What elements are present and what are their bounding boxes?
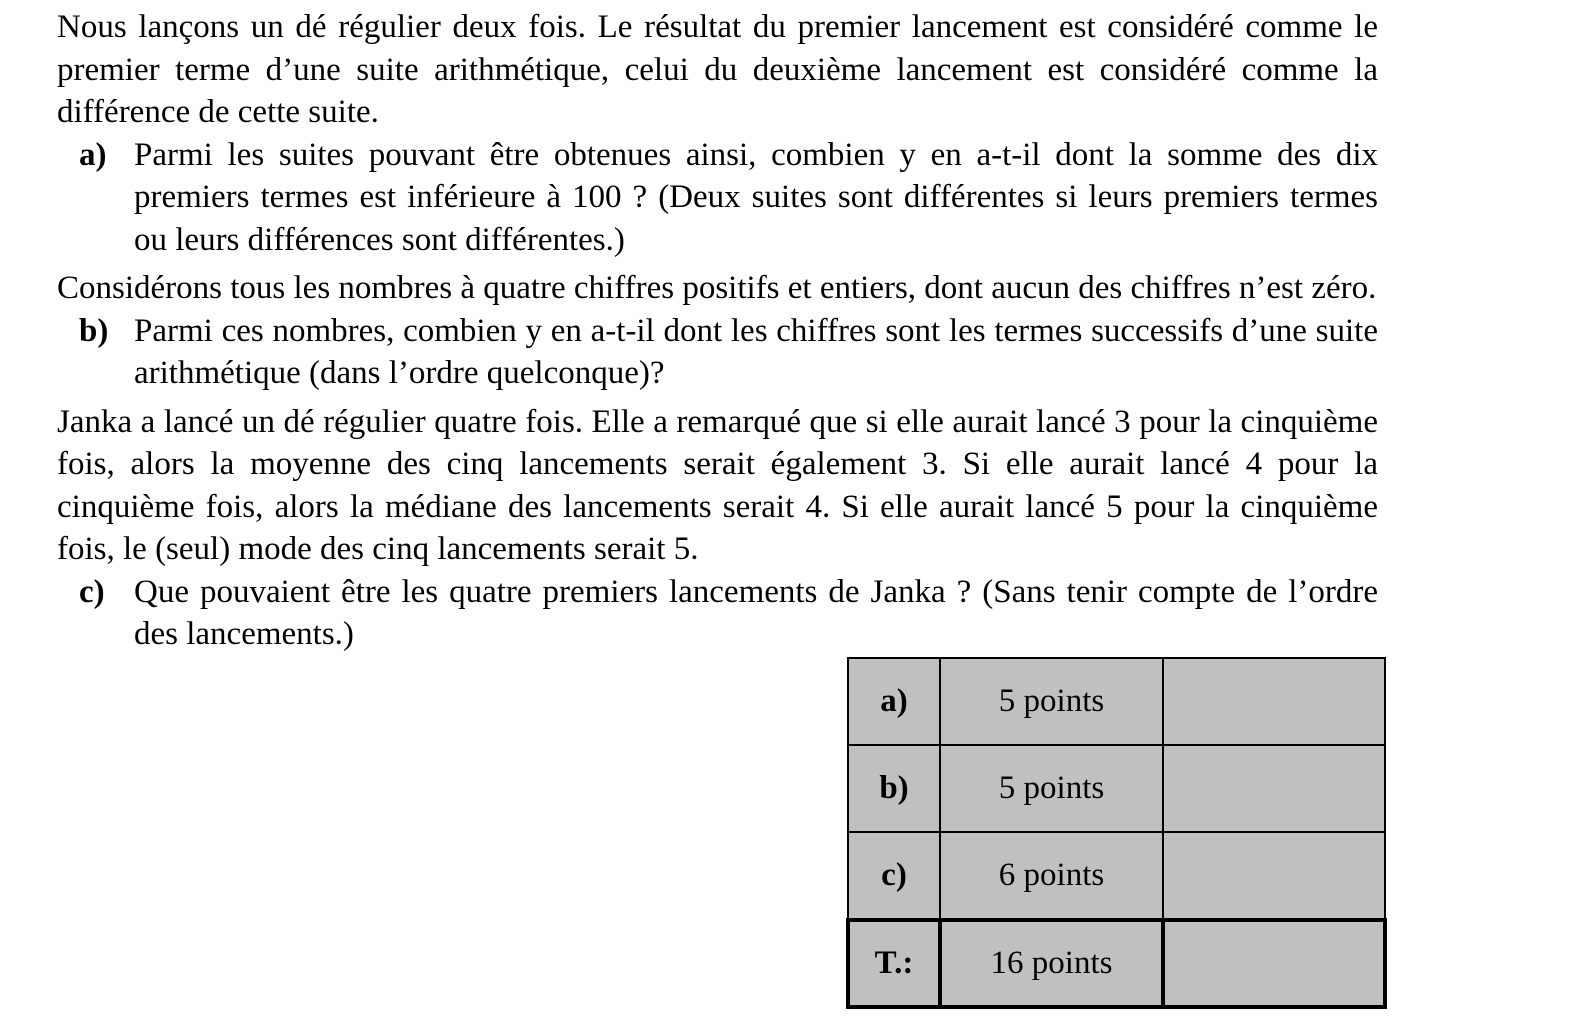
question-c-label: c) [79, 573, 105, 610]
question-b-label: b) [79, 312, 109, 349]
intro-paragraph-3: Janka a lancé un dé régulier quatre fois. Elle a remarqué que si elle aurait lancé 3 pour la cinquième fois, alors la moyenne des cinq lancements serait également 3. Si elle aurait lancé 4 pour la cinquième fois, alors la médiane des lancements serait 4. Si elle aurait lancé 5 pour la cinquième fois, le (seul) mode des cinq lancements serait 5. [57, 403, 1378, 567]
score-row-total [848, 920, 1385, 1007]
score-row-blank [1163, 745, 1385, 832]
score-table [846, 657, 1387, 1009]
question-b-text: Parmi ces nombres, combien y en a-t-il dont les chiffres sont les termes successifs d’une suite arithmétique (dans l’ordre quelconque)? [134, 312, 1378, 391]
question-a [57, 134, 1378, 262]
question-a-text: Parmi les suites pouvant être obtenues ainsi, combien y en a-t-il dont la somme des dix premiers termes est inférieure à 100 ? (Deux suites sont différentes si leurs premiers termes ou leurs différences sont différentes.) [134, 136, 1378, 258]
score-row-c [848, 832, 1385, 920]
score-row-label: T.: [848, 920, 940, 1007]
score-row-b [848, 745, 1385, 832]
score-row-label: c) [848, 832, 940, 920]
problem-text [57, 6, 1378, 656]
score-row-blank [1163, 920, 1385, 1007]
score-row-label: a) [848, 658, 940, 745]
question-c-text: Que pouvaient être les quatre premiers lancements de Janka ? (Sans tenir compte de l’ordre des lancements.) [134, 573, 1378, 652]
question-b [57, 310, 1378, 395]
score-row-points: 5 points [940, 658, 1163, 745]
score-row-blank [1163, 658, 1385, 745]
question-c [57, 571, 1378, 656]
score-row-blank [1163, 832, 1385, 920]
intro-paragraph-1: Nous lançons un dé régulier deux fois. Le résultat du premier lancement est considéré comme le premier terme d’une suite arithmétique, celui du deuxième lancement est considéré comme la différence de cette suite. [57, 9, 1378, 130]
score-row-label: b) [848, 745, 940, 832]
intro-paragraph-2: Considérons tous les nombres à quatre chiffres positifs et entiers, dont aucun des chiffres n’est zéro. [57, 270, 1377, 306]
score-row-points: 6 points [940, 832, 1163, 920]
score-row-points: 5 points [940, 745, 1163, 832]
question-a-label: a) [79, 136, 107, 173]
score-row-points: 16 points [940, 920, 1163, 1007]
score-row-a [848, 658, 1385, 745]
